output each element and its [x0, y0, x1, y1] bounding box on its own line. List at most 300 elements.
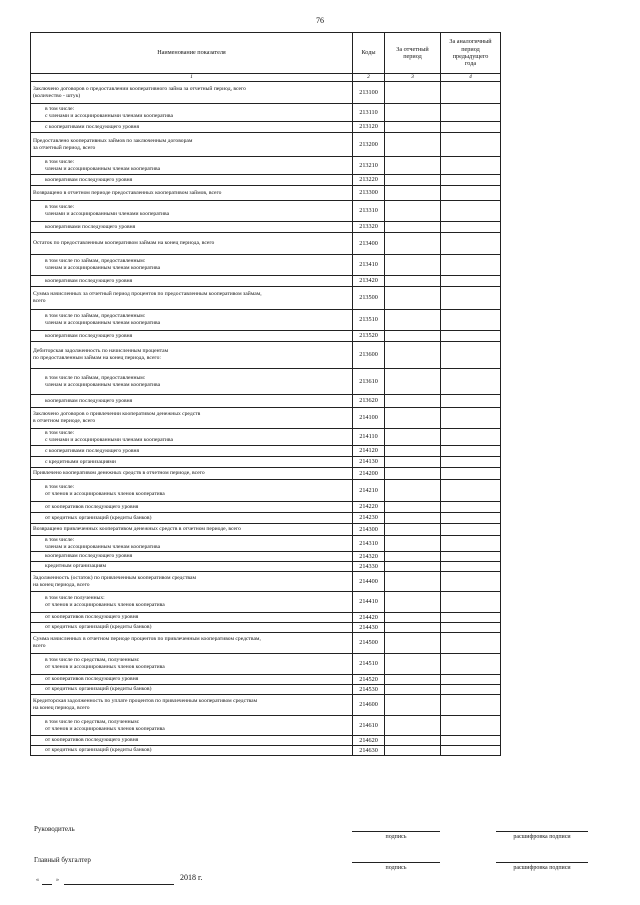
table-row [31, 623, 501, 633]
row-indicator-name [31, 287, 353, 310]
row-current-period-value[interactable] [385, 446, 441, 457]
row-indicator-name [31, 408, 353, 429]
row-current-period-value[interactable] [385, 395, 441, 408]
row-code: 213600 [353, 342, 385, 369]
row-previous-period-value[interactable] [441, 623, 501, 633]
row-previous-period-value[interactable] [441, 122, 501, 133]
row-name-line: кооперативам последующего уровня [45, 553, 133, 560]
row-current-period-value[interactable] [385, 592, 441, 613]
row-previous-period-value[interactable] [441, 104, 501, 122]
row-name-line: Дебиторская задолженность по начисленным процентам [33, 348, 169, 355]
row-name-line: членам и ассоциированным членам кооператива [45, 265, 161, 271]
row-previous-period-value[interactable] [441, 408, 501, 429]
header-name: Наименование показателя [31, 33, 353, 74]
row-name-line: членам и ассоциированным членам кооператива [45, 381, 161, 388]
row-indicator-name [31, 82, 353, 104]
row-current-period-value[interactable] [385, 222, 441, 233]
head-decode-caption: расшифровка подписи [513, 834, 571, 840]
row-indicator-name [31, 457, 353, 468]
row-name-line: в том числе: [45, 158, 75, 165]
header-period-line: За отчетный [396, 45, 429, 53]
row-previous-period-value[interactable] [441, 342, 501, 369]
accountant-signature-line [352, 862, 440, 863]
head-label: Руководитель [34, 825, 75, 833]
row-previous-period-value[interactable] [441, 429, 501, 446]
row-previous-period-value[interactable] [441, 685, 501, 695]
row-code: 214330 [353, 562, 385, 572]
row-previous-period-value[interactable] [441, 175, 501, 186]
row-previous-period-value[interactable] [441, 186, 501, 201]
row-previous-period-value[interactable] [441, 157, 501, 175]
row-previous-period-value[interactable] [441, 613, 501, 623]
row-name-line: в том числе по займам, предоставленным: [45, 374, 146, 381]
row-code: 214430 [353, 623, 385, 633]
row-name-line: в том числе полученных: [45, 595, 105, 602]
header-prev-line: За аналогичный [449, 38, 492, 46]
row-previous-period-value[interactable] [441, 736, 501, 746]
row-current-period-value[interactable] [385, 255, 441, 276]
row-code: 213220 [353, 175, 385, 186]
row-previous-period-value[interactable] [441, 287, 501, 310]
row-current-period-value[interactable] [385, 746, 441, 756]
row-indicator-name [31, 468, 353, 480]
row-code: 213410 [353, 255, 385, 276]
table-row [31, 276, 501, 287]
row-code: 213420 [353, 276, 385, 287]
row-code: 214420 [353, 613, 385, 623]
row-name-line: Кредиторская задолженность по уплате процентов по привлеченным кооперативом средствам [33, 698, 258, 705]
row-indicator-name [31, 654, 353, 675]
accountant-signature-caption: подпись [385, 865, 407, 871]
row-code: 213210 [353, 157, 385, 175]
head-signature-line [352, 831, 440, 832]
row-current-period-value[interactable] [385, 513, 441, 524]
row-previous-period-value[interactable] [441, 746, 501, 756]
row-current-period-value[interactable] [385, 133, 441, 157]
row-previous-period-value[interactable] [441, 446, 501, 457]
table-row [31, 513, 501, 524]
row-name-line: от кредитных организаций (кредиты банков) [45, 514, 152, 521]
header-prev-line: период [461, 45, 480, 53]
table-row [31, 122, 501, 133]
row-indicator-name [31, 536, 353, 552]
row-name-line: в том числе по средствам, полученным: [45, 718, 140, 725]
row-name-line: Предоставлено кооперативных займов по заключенным договорам [33, 137, 193, 144]
row-code: 214530 [353, 685, 385, 695]
accountant-label: Главный бухгалтер [34, 856, 91, 864]
table-row [31, 746, 501, 756]
row-name-line: кооперативам последующего уровня [45, 397, 133, 404]
row-code: 214130 [353, 457, 385, 468]
row-previous-period-value[interactable] [441, 633, 501, 654]
row-current-period-value[interactable] [385, 331, 441, 342]
row-code: 214400 [353, 572, 385, 592]
row-current-period-value[interactable] [385, 736, 441, 746]
row-code: 214100 [353, 408, 385, 429]
row-name-line: кооперативам последующего уровня [45, 332, 133, 339]
table-row [31, 552, 501, 562]
row-current-period-value[interactable] [385, 104, 441, 122]
row-current-period-value[interactable] [385, 562, 441, 572]
row-name-line: от кооперативов последующего уровня [45, 503, 139, 510]
row-code: 213200 [353, 133, 385, 157]
row-name-line: кооперативам последующего уровня [45, 277, 133, 284]
head-signature-caption: подпись [385, 834, 407, 840]
row-indicator-name [31, 429, 353, 446]
row-name-line: членам и ассоциированным членам кооператива [45, 543, 161, 550]
row-code: 213510 [353, 310, 385, 331]
row-previous-period-value[interactable] [441, 233, 501, 255]
row-indicator-name [31, 685, 353, 695]
row-indicator-name [31, 310, 353, 331]
table-row [31, 82, 501, 104]
row-code: 214520 [353, 675, 385, 685]
row-current-period-value[interactable] [385, 633, 441, 654]
row-current-period-value[interactable] [385, 480, 441, 502]
row-previous-period-value[interactable] [441, 592, 501, 613]
row-current-period-value[interactable] [385, 201, 441, 222]
row-indicator-name [31, 175, 353, 186]
row-previous-period-value[interactable] [441, 480, 501, 502]
row-previous-period-value[interactable] [441, 562, 501, 572]
row-code: 214620 [353, 736, 385, 746]
table-row [31, 175, 501, 186]
row-indicator-name [31, 342, 353, 369]
row-name-line: от членов и ассоциированных членов кооператива [45, 602, 165, 608]
row-current-period-value[interactable] [385, 457, 441, 468]
table-row [31, 572, 501, 592]
row-indicator-name [31, 276, 353, 287]
row-current-period-value[interactable] [385, 524, 441, 536]
table-row [31, 502, 501, 513]
row-indicator-name [31, 716, 353, 736]
table-row [31, 310, 501, 331]
table-row [31, 716, 501, 736]
row-indicator-name [31, 562, 353, 572]
row-previous-period-value[interactable] [441, 502, 501, 513]
row-current-period-value[interactable] [385, 695, 441, 716]
row-code: 213110 [353, 104, 385, 122]
row-code: 213320 [353, 222, 385, 233]
row-name-line: с кооперативами последующего уровня [45, 123, 140, 130]
column-number: 2 [353, 74, 385, 82]
row-previous-period-value[interactable] [441, 675, 501, 685]
table-row [31, 457, 501, 468]
row-name-line: от кооперативов последующего уровня [45, 614, 139, 621]
row-indicator-name [31, 446, 353, 457]
row-current-period-value[interactable] [385, 536, 441, 552]
row-indicator-name [31, 369, 353, 395]
row-name-line: всего [33, 298, 46, 304]
row-indicator-name [31, 524, 353, 536]
row-previous-period-value[interactable] [441, 133, 501, 157]
table-row [31, 331, 501, 342]
table-row [31, 613, 501, 623]
table-row [31, 369, 501, 395]
date-day-line [42, 884, 52, 885]
row-code: 214410 [353, 592, 385, 613]
row-name-line: от кооперативов последующего уровня [45, 737, 139, 744]
row-name-line: Заключено договоров о привлечении кооперативом денежных средств [33, 411, 201, 418]
row-indicator-name [31, 104, 353, 122]
table-row [31, 592, 501, 613]
row-name-line: Сумма начисленных за отчетный период процентов по предоставленным кооперативом займам, [33, 291, 262, 298]
row-indicator-name [31, 552, 353, 562]
row-name-line: в том числе по займам, предоставленным: [45, 313, 146, 320]
table-row [31, 287, 501, 310]
row-indicator-name [31, 502, 353, 513]
row-name-line: с кооперативами последующего уровня [45, 447, 140, 454]
row-current-period-value[interactable] [385, 408, 441, 429]
row-previous-period-value[interactable] [441, 82, 501, 104]
row-name-line: Возвращено привлеченных кооперативом денежных средств в отчетном периоде, всего [33, 526, 241, 533]
table-row [31, 654, 501, 675]
row-current-period-value[interactable] [385, 233, 441, 255]
row-current-period-value[interactable] [385, 82, 441, 104]
table-row [31, 695, 501, 716]
row-name-line: кооперативам последующего уровня [45, 176, 133, 183]
row-name-line: Сумма начисленных в отчетном периоде процентов по привлеченным кооперативом средствам, [33, 636, 261, 643]
row-indicator-name [31, 331, 353, 342]
row-name-line: в том числе: [45, 430, 75, 437]
row-current-period-value[interactable] [385, 572, 441, 592]
row-code: 214610 [353, 716, 385, 736]
row-name-line: от кредитных организаций (кредиты банков) [45, 686, 152, 693]
row-indicator-name [31, 255, 353, 276]
row-name-line: членами и ассоциированными членами кооператива [45, 211, 170, 217]
row-previous-period-value[interactable] [441, 572, 501, 592]
row-code: 214230 [353, 513, 385, 524]
table-row [31, 736, 501, 746]
table-row [31, 186, 501, 201]
row-name-line: (количество - штук) [33, 92, 81, 99]
row-name-line: в том числе: [45, 536, 75, 543]
row-name-line: всего [33, 643, 46, 649]
table-row [31, 233, 501, 255]
row-code: 214120 [353, 446, 385, 457]
table-row [31, 685, 501, 695]
row-code: 214600 [353, 695, 385, 716]
row-indicator-name [31, 480, 353, 502]
row-indicator-name [31, 675, 353, 685]
row-previous-period-value[interactable] [441, 552, 501, 562]
row-previous-period-value[interactable] [441, 395, 501, 408]
row-name-line: в том числе по средствам, полученным: [45, 657, 140, 664]
table-row [31, 342, 501, 369]
header-prev-line: года [464, 60, 477, 68]
row-code: 214310 [353, 536, 385, 552]
row-code: 214200 [353, 468, 385, 480]
row-indicator-name [31, 122, 353, 133]
row-indicator-name [31, 133, 353, 157]
row-name-line: Привлечено кооперативом денежных средств в отчетном периоде, всего [33, 470, 205, 477]
row-current-period-value[interactable] [385, 276, 441, 287]
row-code: 213310 [353, 201, 385, 222]
date-quote-close: » [56, 877, 59, 883]
row-name-line: Задолженность (остаток) по привлеченным кооперативом средствам [33, 574, 197, 581]
table-row [31, 429, 501, 446]
row-indicator-name [31, 623, 353, 633]
table-row [31, 536, 501, 552]
row-name-line: членам и ассоциированным членам кооператива [45, 165, 161, 172]
header-prev-line: предыдущего [452, 53, 489, 60]
row-name-line: в том числе: [45, 204, 75, 211]
row-current-period-value[interactable] [385, 157, 441, 175]
row-indicator-name [31, 695, 353, 716]
date-quote-open: « [36, 877, 39, 883]
row-current-period-value[interactable] [385, 468, 441, 480]
row-indicator-name [31, 746, 353, 756]
row-previous-period-value[interactable] [441, 222, 501, 233]
row-current-period-value[interactable] [385, 613, 441, 623]
header-prev [441, 33, 501, 74]
row-previous-period-value[interactable] [441, 331, 501, 342]
report-table [30, 32, 501, 756]
row-name-line: от кредитных организаций (кредиты банков) [45, 747, 152, 754]
row-code: 214210 [353, 480, 385, 502]
table-row [31, 480, 501, 502]
row-name-line: с членами и ассоциированными членами кооператива [45, 437, 173, 443]
table-row [31, 157, 501, 175]
table-body [31, 82, 501, 756]
row-previous-period-value[interactable] [441, 369, 501, 395]
header-row [31, 33, 501, 74]
row-code: 213120 [353, 122, 385, 133]
column-number: 4 [441, 74, 501, 82]
row-name-line: от кредитных организаций (кредиты банков) [45, 624, 152, 631]
header-code: Коды [353, 33, 385, 74]
row-name-line: членам и ассоциированным членам кооператива [45, 320, 161, 326]
row-name-line: Заключено договоров о предоставлении кооперативного займа за отчетный период, всего [33, 85, 246, 92]
table-row [31, 633, 501, 654]
row-code: 213520 [353, 331, 385, 342]
row-indicator-name [31, 736, 353, 746]
row-indicator-name [31, 613, 353, 623]
date-month-line [64, 884, 174, 885]
row-current-period-value[interactable] [385, 552, 441, 562]
row-current-period-value[interactable] [385, 685, 441, 695]
row-name-line: с кредитными организациями [45, 458, 116, 465]
row-name-line: от членов и ассоциированных членов кооператива [45, 664, 165, 670]
row-indicator-name [31, 186, 353, 201]
row-current-period-value[interactable] [385, 186, 441, 201]
row-previous-period-value[interactable] [441, 310, 501, 331]
row-name-line: кооперативами последующего уровня [45, 223, 136, 230]
table-row [31, 201, 501, 222]
table-row [31, 104, 501, 122]
row-name-line: в том числе по займам, предоставленным: [45, 258, 146, 265]
accountant-decode-line [496, 862, 588, 863]
row-current-period-value[interactable] [385, 502, 441, 513]
row-name-line: по предоставленным займам на конец периода, всего: [33, 355, 161, 361]
table-row [31, 446, 501, 457]
row-current-period-value[interactable] [385, 429, 441, 446]
accountant-decode-caption: расшифровка подписи [513, 865, 571, 871]
row-code: 213500 [353, 287, 385, 310]
row-current-period-value[interactable] [385, 287, 441, 310]
row-current-period-value[interactable] [385, 675, 441, 685]
row-indicator-name [31, 222, 353, 233]
row-name-line: от кооперативов последующего уровня [45, 676, 139, 683]
row-indicator-name [31, 633, 353, 654]
row-current-period-value[interactable] [385, 122, 441, 133]
row-indicator-name [31, 592, 353, 613]
column-number: 1 [31, 74, 353, 82]
row-name-line: с членами и ассоциированными членами кооператива [45, 112, 173, 119]
row-indicator-name [31, 513, 353, 524]
row-indicator-name [31, 157, 353, 175]
row-previous-period-value[interactable] [441, 716, 501, 736]
row-previous-period-value[interactable] [441, 255, 501, 276]
row-name-line: от членов и ассоциированных членов кооператива [45, 490, 165, 497]
row-previous-period-value[interactable] [441, 524, 501, 536]
table-row [31, 222, 501, 233]
table-row [31, 408, 501, 429]
row-indicator-name [31, 395, 353, 408]
row-name-line: на конец периода, всего [33, 705, 90, 711]
table-row [31, 468, 501, 480]
row-code: 213400 [353, 233, 385, 255]
row-name-line: в том числе: [45, 105, 75, 112]
row-code: 214110 [353, 429, 385, 446]
row-current-period-value[interactable] [385, 716, 441, 736]
row-indicator-name [31, 233, 353, 255]
table-row [31, 133, 501, 157]
table-row [31, 562, 501, 572]
table-row [31, 524, 501, 536]
row-code: 214300 [353, 524, 385, 536]
column-number: 3 [385, 74, 441, 82]
row-current-period-value[interactable] [385, 654, 441, 675]
page-number: 76 [316, 16, 324, 25]
row-code: 214500 [353, 633, 385, 654]
row-code: 213610 [353, 369, 385, 395]
row-previous-period-value[interactable] [441, 513, 501, 524]
row-previous-period-value[interactable] [441, 468, 501, 480]
row-name-line: Возвращено в отчетном периоде предоставленных кооперативом займов, всего [33, 189, 222, 196]
row-code: 214630 [353, 746, 385, 756]
row-indicator-name [31, 201, 353, 222]
header-period-line: период [403, 53, 422, 60]
row-current-period-value[interactable] [385, 175, 441, 186]
row-previous-period-value[interactable] [441, 654, 501, 675]
row-code: 213100 [353, 82, 385, 104]
row-name-line: от членов и ассоциированных членов кооператива [45, 725, 165, 732]
row-code: 214220 [353, 502, 385, 513]
row-current-period-value[interactable] [385, 310, 441, 331]
row-name-line: за отчетный период, всего [33, 144, 96, 151]
row-current-period-value[interactable] [385, 369, 441, 395]
row-previous-period-value[interactable] [441, 201, 501, 222]
row-code: 213300 [353, 186, 385, 201]
row-code: 214320 [353, 552, 385, 562]
head-decode-line [496, 831, 588, 832]
row-previous-period-value[interactable] [441, 695, 501, 716]
column-number-row [31, 74, 501, 82]
date-year: 2018 г. [180, 873, 203, 882]
row-current-period-value[interactable] [385, 623, 441, 633]
table-row [31, 395, 501, 408]
row-previous-period-value[interactable] [441, 276, 501, 287]
row-name-line: в отчетном периоде, всего [33, 418, 96, 424]
table-row [31, 255, 501, 276]
row-name-line: кредитным организациям [45, 563, 107, 570]
row-previous-period-value[interactable] [441, 457, 501, 468]
row-previous-period-value[interactable] [441, 536, 501, 552]
row-code: 213620 [353, 395, 385, 408]
row-current-period-value[interactable] [385, 342, 441, 369]
row-name-line: в том числе: [45, 483, 75, 490]
